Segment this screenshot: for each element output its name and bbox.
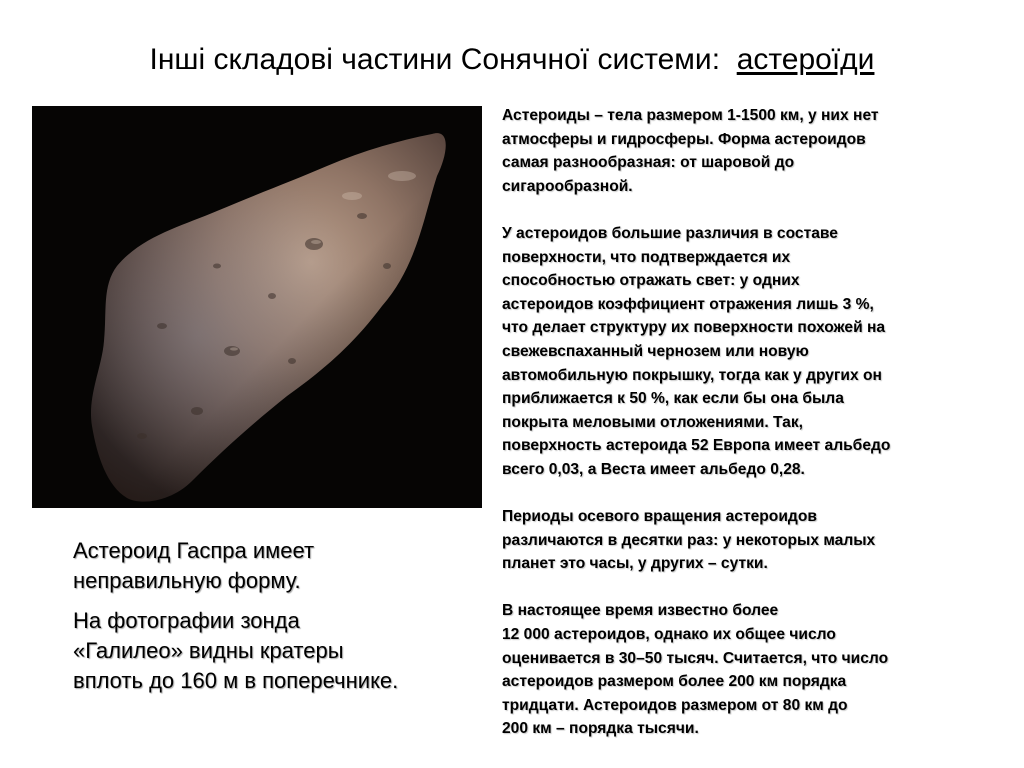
text-line: приближается к 50 %, как если бы она была — [502, 390, 844, 408]
text-line: астероидов коэффициент отражения лишь 3 %, — [502, 295, 874, 313]
slide-title-text: Інші складові частини Сонячної системи: — [149, 43, 721, 76]
text-line: сигарообразной. — [502, 177, 633, 195]
paragraph-definition — [502, 104, 1002, 198]
text-line: покрыта меловыми отложениями. Так, — [502, 413, 803, 431]
text-line: свежевспаханный чернозем или новую — [502, 342, 809, 360]
text-line: планет это часы, у других – сутки. — [502, 555, 768, 573]
text-line: что делает структуру их поверхности похожей на — [502, 319, 886, 337]
paragraph-rotation — [502, 505, 1002, 576]
photo-caption — [73, 536, 413, 706]
text-line: различаются в десятки раз: у некоторых малых — [502, 531, 876, 549]
text-line: 12 000 астероидов, однако их общее число — [502, 626, 836, 644]
text-line: способностью отражать свет: у одних — [502, 272, 800, 290]
asteroid-description — [502, 104, 1002, 741]
text-line: В настоящее время известно более — [502, 602, 779, 620]
text-line: автомобильную покрышку, тогда как у других он — [502, 366, 882, 384]
asteroid-gaspra-icon — [32, 106, 482, 508]
caption-line-1: Астероид Гаспра имеет неправильную форму. — [73, 538, 315, 593]
text-line: Периоды осевого вращения астероидов — [502, 508, 817, 526]
caption-line-2: На фотографии зонда «Галилео» видны кратеры вплоть до 160 м в поперечнике. — [73, 608, 399, 693]
text-line: Астероиды – тела размером 1-1500 км, у них нет — [502, 107, 879, 124]
text-line: поверхность астероида 52 Европа имеет альбедо — [502, 437, 891, 455]
text-line: У астероидов большие различия в составе — [502, 224, 838, 242]
text-line: астероидов размером более 200 км порядка — [502, 673, 847, 691]
text-line: тридцати. Астероидов размером от 80 км до — [502, 696, 848, 714]
paragraph-count — [502, 599, 1002, 741]
paragraph-surface — [502, 222, 1002, 482]
text-line: самая разнообразная: от шаровой до — [502, 154, 795, 172]
slide-title — [0, 40, 1024, 80]
text-line: оценивается в 30–50 тысяч. Считается, что число — [502, 649, 889, 667]
asteroid-photo — [32, 106, 482, 508]
text-line: атмосферы и гидросферы. Форма астероидов — [502, 130, 866, 148]
slide-title-link[interactable]: астероїди — [736, 43, 875, 76]
text-line: поверхности, что подтверждается их — [502, 248, 791, 266]
text-line: всего 0,03, а Веста имеет альбедо 0,28. — [502, 460, 805, 478]
text-line: 200 км – порядка тысячи. — [502, 720, 699, 738]
